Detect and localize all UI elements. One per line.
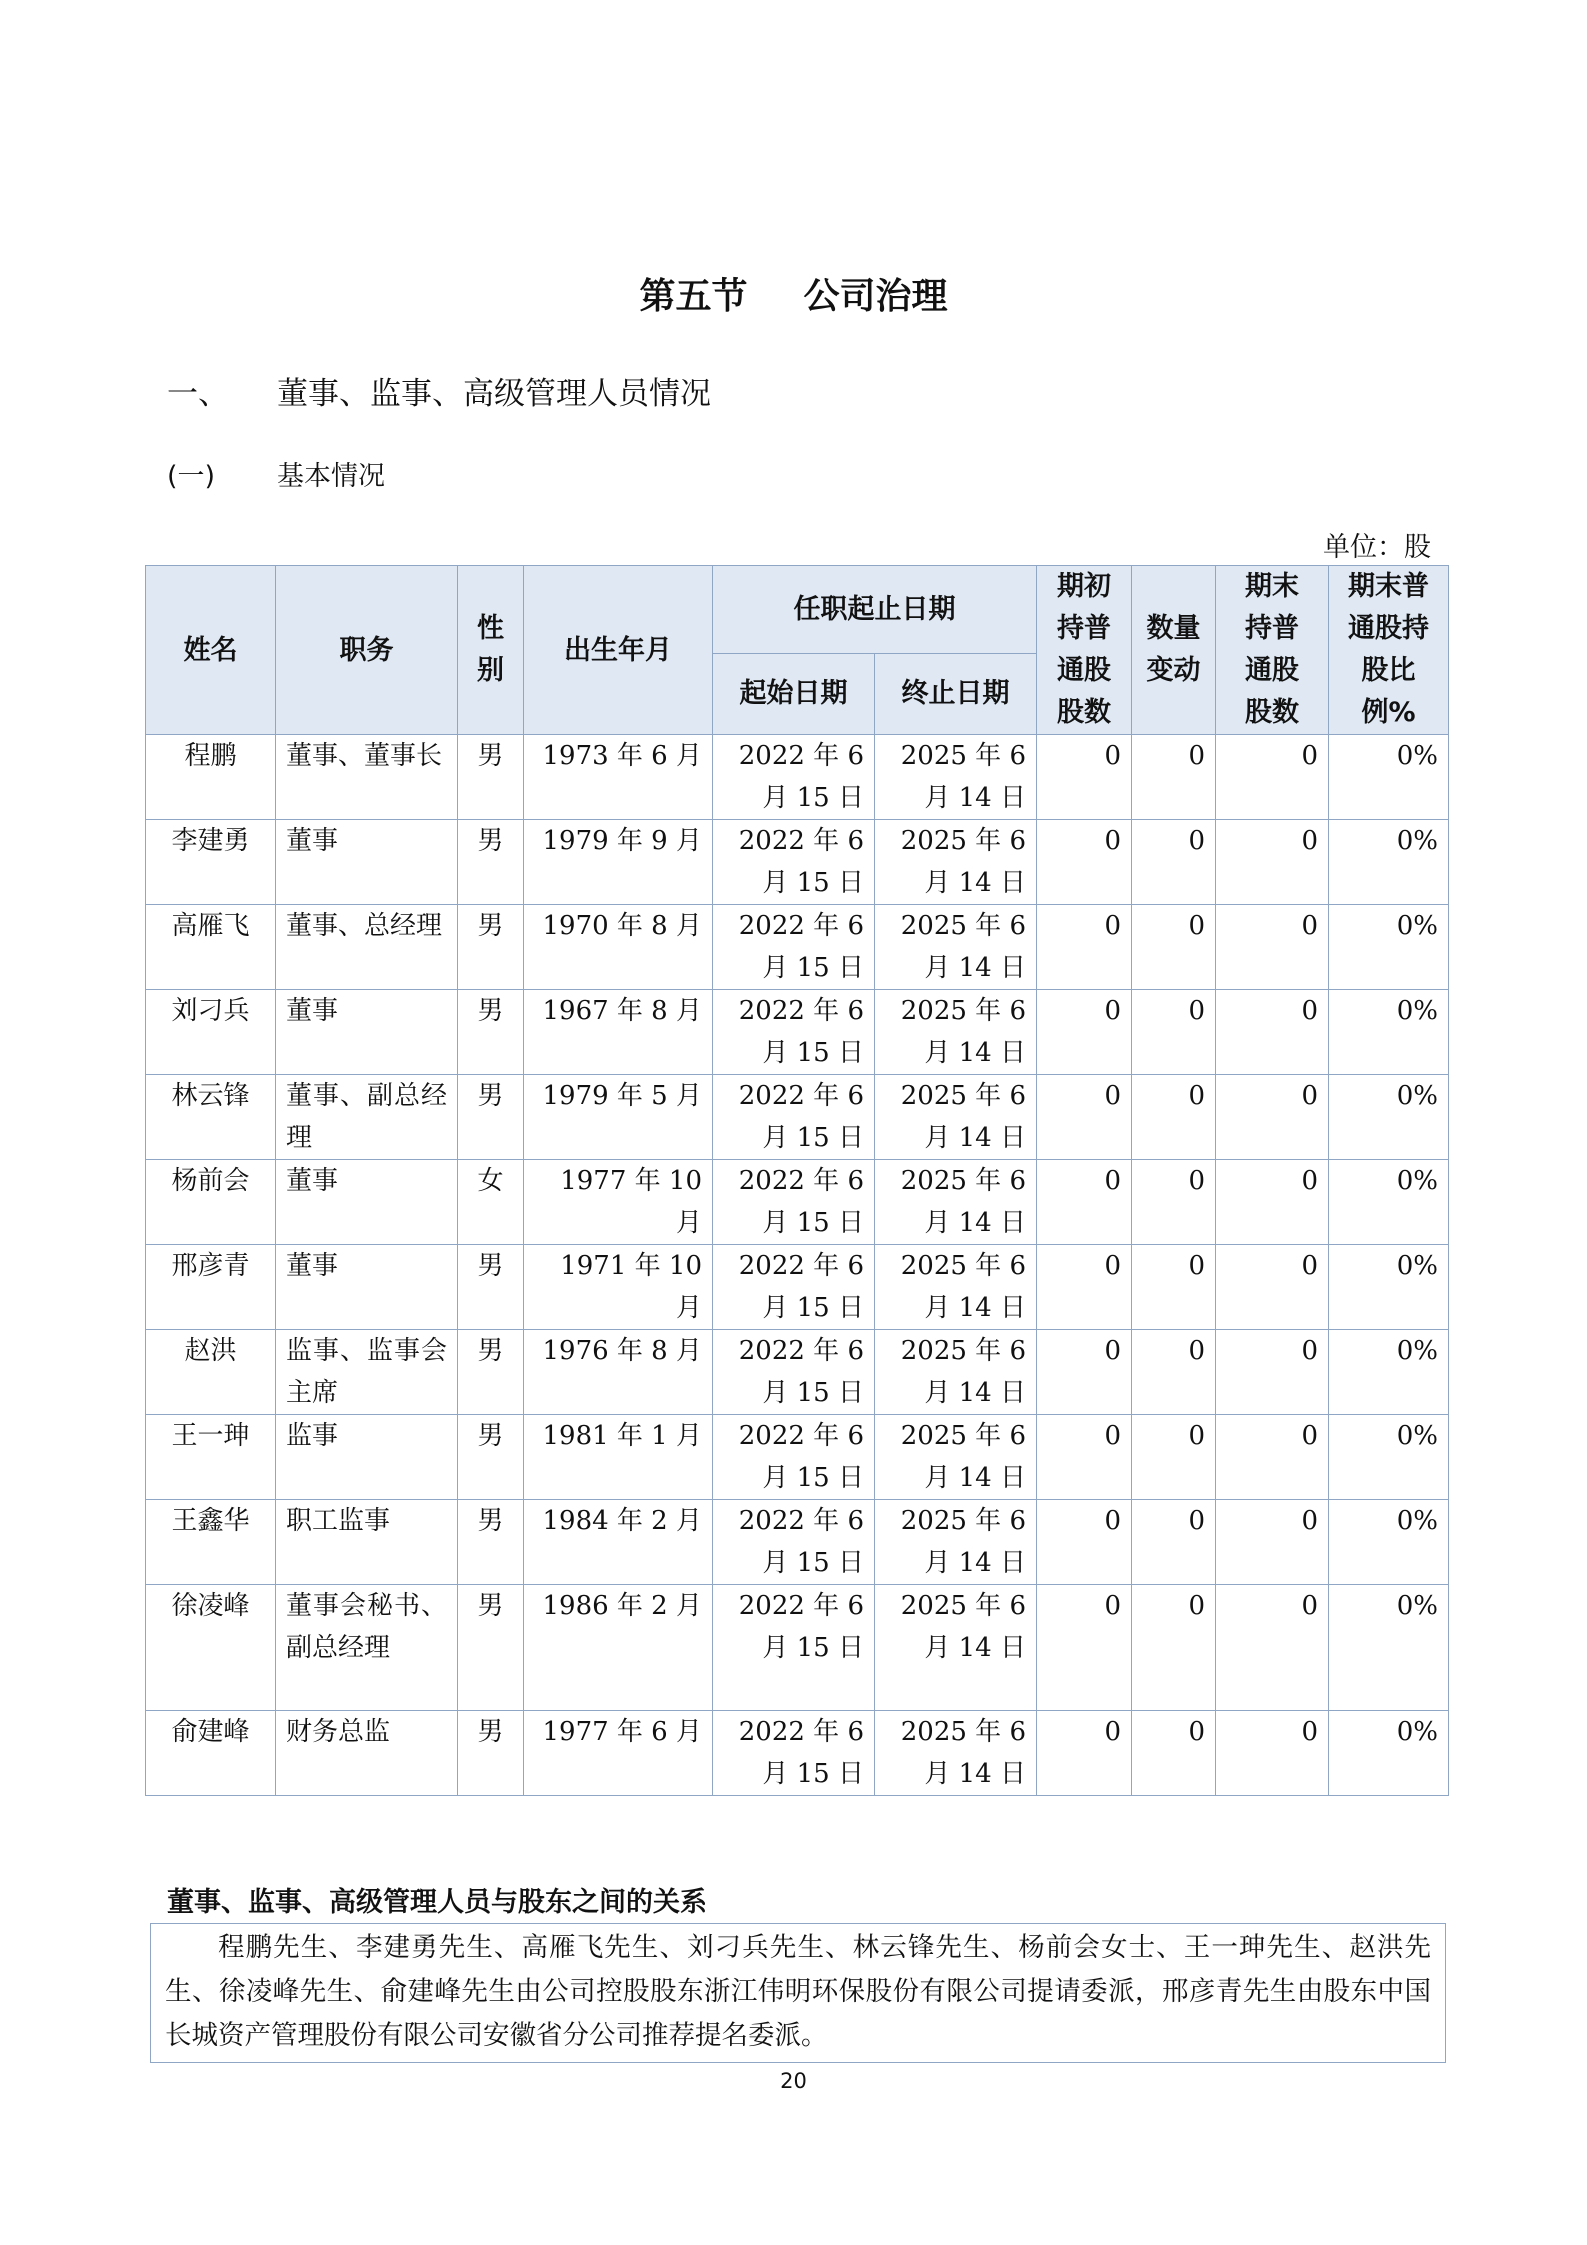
cell-end-ratio: 0% [1329, 1075, 1449, 1160]
cell-end-shares: 0 [1216, 1075, 1329, 1160]
cell-begin-shares: 0 [1037, 1415, 1132, 1500]
cell-position: 董事、副总经理 [276, 1075, 458, 1160]
cell-end-date: 2025 年 6 月 14 日 [875, 820, 1037, 905]
cell-end-date: 2025 年 6 月 14 日 [875, 1500, 1037, 1585]
table-body [146, 735, 1449, 1796]
page-title [0, 268, 1587, 319]
cell-gender: 男 [458, 990, 524, 1075]
cell-end-ratio: 0% [1329, 1330, 1449, 1415]
table-row [146, 1330, 1449, 1415]
header-end-ratio: 期末普通股持股比例% [1329, 566, 1449, 735]
cell-end-shares: 0 [1216, 820, 1329, 905]
cell-end-date: 2025 年 6 月 14 日 [875, 1245, 1037, 1330]
relationship-text: 程鹏先生、李建勇先生、高雁飞先生、刘刁兵先生、林云锋先生、杨前会女士、王一珅先生、赵洪先生、徐凌峰先生、俞建峰先生由公司控股股东浙江伟明环保股份有限公司提请委派，邢彦青先生由股东中国长城资产管理股份有限公司安徽省分公司推荐提名委派。 [150, 1923, 1446, 2063]
cell-gender: 男 [458, 1711, 524, 1796]
cell-name: 俞建峰 [146, 1711, 276, 1796]
page-number: 20 [780, 2069, 807, 2093]
cell-position: 监事、监事会主席 [276, 1330, 458, 1415]
cell-start-date: 2022 年 6 月 15 日 [713, 735, 875, 820]
cell-end-ratio: 0% [1329, 1500, 1449, 1585]
cell-position: 董事 [276, 990, 458, 1075]
directors-table [145, 565, 1449, 1796]
table-row [146, 1415, 1449, 1500]
cell-position: 董事、总经理 [276, 905, 458, 990]
heading-2-text: 基本情况 [277, 461, 385, 492]
cell-gender: 男 [458, 1330, 524, 1415]
table-row [146, 990, 1449, 1075]
cell-end-ratio: 0% [1329, 1160, 1449, 1245]
cell-end-shares: 0 [1216, 1160, 1329, 1245]
cell-end-date: 2025 年 6 月 14 日 [875, 1330, 1037, 1415]
table-row [146, 1160, 1449, 1245]
cell-end-ratio: 0% [1329, 1711, 1449, 1796]
cell-end-shares: 0 [1216, 990, 1329, 1075]
cell-end-ratio: 0% [1329, 735, 1449, 820]
table-row [146, 820, 1449, 905]
cell-birth: 1976 年 8 月 [524, 1330, 713, 1415]
cell-end-shares: 0 [1216, 1415, 1329, 1500]
cell-change: 0 [1132, 820, 1216, 905]
cell-begin-shares: 0 [1037, 990, 1132, 1075]
cell-end-shares: 0 [1216, 1245, 1329, 1330]
cell-birth: 1970 年 8 月 [524, 905, 713, 990]
cell-change: 0 [1132, 1160, 1216, 1245]
table-row [146, 1245, 1449, 1330]
cell-change: 0 [1132, 990, 1216, 1075]
cell-end-ratio: 0% [1329, 820, 1449, 905]
cell-name: 徐凌峰 [146, 1585, 276, 1711]
cell-end-shares: 0 [1216, 1500, 1329, 1585]
header-birth: 出生年月 [524, 566, 713, 735]
table-row [146, 905, 1449, 990]
cell-birth: 1967 年 8 月 [524, 990, 713, 1075]
cell-change: 0 [1132, 1415, 1216, 1500]
section-name: 公司治理 [803, 276, 948, 317]
cell-position: 董事 [276, 1160, 458, 1245]
cell-begin-shares: 0 [1037, 1245, 1132, 1330]
table-row [146, 1075, 1449, 1160]
cell-end-shares: 0 [1216, 1711, 1329, 1796]
cell-gender: 女 [458, 1160, 524, 1245]
cell-end-shares: 0 [1216, 905, 1329, 990]
table-row [146, 735, 1449, 820]
header-begin-shares: 期初持普通股股数 [1037, 566, 1132, 735]
cell-end-date: 2025 年 6 月 14 日 [875, 1160, 1037, 1245]
cell-change: 0 [1132, 1330, 1216, 1415]
cell-gender: 男 [458, 735, 524, 820]
cell-begin-shares: 0 [1037, 820, 1132, 905]
header-gender: 性别 [458, 566, 524, 735]
cell-change: 0 [1132, 905, 1216, 990]
cell-change: 0 [1132, 1500, 1216, 1585]
cell-birth: 1984 年 2 月 [524, 1500, 713, 1585]
cell-start-date: 2022 年 6 月 15 日 [713, 1245, 875, 1330]
cell-end-ratio: 0% [1329, 990, 1449, 1075]
cell-start-date: 2022 年 6 月 15 日 [713, 990, 875, 1075]
cell-position: 董事、董事长 [276, 735, 458, 820]
cell-name: 王鑫华 [146, 1500, 276, 1585]
cell-gender: 男 [458, 1245, 524, 1330]
table-row [146, 1500, 1449, 1585]
cell-start-date: 2022 年 6 月 15 日 [713, 1711, 875, 1796]
cell-birth: 1977 年 10 月 [524, 1160, 713, 1245]
cell-gender: 男 [458, 1415, 524, 1500]
header-position: 职务 [276, 566, 458, 735]
cell-position: 职工监事 [276, 1500, 458, 1585]
cell-end-date: 2025 年 6 月 14 日 [875, 905, 1037, 990]
cell-birth: 1979 年 9 月 [524, 820, 713, 905]
cell-start-date: 2022 年 6 月 15 日 [713, 905, 875, 990]
cell-end-shares: 0 [1216, 735, 1329, 820]
unit-label: 单位：股 [1323, 532, 1431, 563]
cell-position: 董事会秘书、副总经理 [276, 1585, 458, 1711]
heading-1-number: 一、 [167, 376, 229, 412]
cell-begin-shares: 0 [1037, 1160, 1132, 1245]
cell-end-ratio: 0% [1329, 1415, 1449, 1500]
cell-gender: 男 [458, 905, 524, 990]
cell-begin-shares: 0 [1037, 735, 1132, 820]
cell-end-date: 2025 年 6 月 14 日 [875, 1585, 1037, 1711]
cell-name: 赵洪 [146, 1330, 276, 1415]
cell-gender: 男 [458, 1500, 524, 1585]
cell-name: 邢彦青 [146, 1245, 276, 1330]
cell-end-shares: 0 [1216, 1585, 1329, 1711]
cell-begin-shares: 0 [1037, 1330, 1132, 1415]
cell-end-date: 2025 年 6 月 14 日 [875, 990, 1037, 1075]
cell-begin-shares: 0 [1037, 1075, 1132, 1160]
header-name: 姓名 [146, 566, 276, 735]
cell-name: 刘刁兵 [146, 990, 276, 1075]
cell-end-ratio: 0% [1329, 905, 1449, 990]
heading-2-number: (一) [167, 461, 216, 492]
section-prefix: 第五节 [639, 276, 748, 317]
heading-1-text: 董事、监事、高级管理人员情况 [277, 376, 711, 412]
cell-end-date: 2025 年 6 月 14 日 [875, 735, 1037, 820]
cell-birth: 1979 年 5 月 [524, 1075, 713, 1160]
cell-start-date: 2022 年 6 月 15 日 [713, 820, 875, 905]
cell-birth: 1971 年 10 月 [524, 1245, 713, 1330]
cell-end-date: 2025 年 6 月 14 日 [875, 1415, 1037, 1500]
cell-end-date: 2025 年 6 月 14 日 [875, 1711, 1037, 1796]
cell-end-shares: 0 [1216, 1330, 1329, 1415]
cell-end-ratio: 0% [1329, 1585, 1449, 1711]
cell-end-date: 2025 年 6 月 14 日 [875, 1075, 1037, 1160]
cell-change: 0 [1132, 1245, 1216, 1330]
header-change: 数量变动 [1132, 566, 1216, 735]
cell-birth: 1973 年 6 月 [524, 735, 713, 820]
table-row [146, 1585, 1449, 1711]
cell-name: 王一珅 [146, 1415, 276, 1500]
cell-birth: 1986 年 2 月 [524, 1585, 713, 1711]
cell-position: 监事 [276, 1415, 458, 1500]
cell-name: 李建勇 [146, 820, 276, 905]
cell-change: 0 [1132, 1711, 1216, 1796]
cell-start-date: 2022 年 6 月 15 日 [713, 1160, 875, 1245]
cell-start-date: 2022 年 6 月 15 日 [713, 1330, 875, 1415]
cell-start-date: 2022 年 6 月 15 日 [713, 1415, 875, 1500]
header-end-shares: 期末持普通股股数 [1216, 566, 1329, 735]
cell-birth: 1977 年 6 月 [524, 1711, 713, 1796]
cell-position: 董事 [276, 1245, 458, 1330]
table-row [146, 1711, 1449, 1796]
cell-birth: 1981 年 1 月 [524, 1415, 713, 1500]
cell-gender: 男 [458, 820, 524, 905]
cell-change: 0 [1132, 1075, 1216, 1160]
cell-begin-shares: 0 [1037, 905, 1132, 990]
cell-begin-shares: 0 [1037, 1711, 1132, 1796]
cell-name: 杨前会 [146, 1160, 276, 1245]
heading-1 [167, 368, 711, 413]
cell-name: 高雁飞 [146, 905, 276, 990]
cell-position: 董事 [276, 820, 458, 905]
cell-start-date: 2022 年 6 月 15 日 [713, 1500, 875, 1585]
cell-name: 程鹏 [146, 735, 276, 820]
cell-end-ratio: 0% [1329, 1245, 1449, 1330]
heading-2 [167, 454, 385, 493]
cell-change: 0 [1132, 1585, 1216, 1711]
cell-change: 0 [1132, 735, 1216, 820]
cell-start-date: 2022 年 6 月 15 日 [713, 1075, 875, 1160]
header-end-date: 终止日期 [875, 653, 1037, 734]
relationship-title: 董事、监事、高级管理人员与股东之间的关系 [167, 1887, 707, 1918]
header-term: 任职起止日期 [713, 566, 1037, 654]
cell-position: 财务总监 [276, 1711, 458, 1796]
cell-name: 林云锋 [146, 1075, 276, 1160]
cell-start-date: 2022 年 6 月 15 日 [713, 1585, 875, 1711]
header-start-date: 起始日期 [713, 653, 875, 734]
cell-begin-shares: 0 [1037, 1585, 1132, 1711]
cell-gender: 男 [458, 1585, 524, 1711]
cell-gender: 男 [458, 1075, 524, 1160]
cell-begin-shares: 0 [1037, 1500, 1132, 1585]
